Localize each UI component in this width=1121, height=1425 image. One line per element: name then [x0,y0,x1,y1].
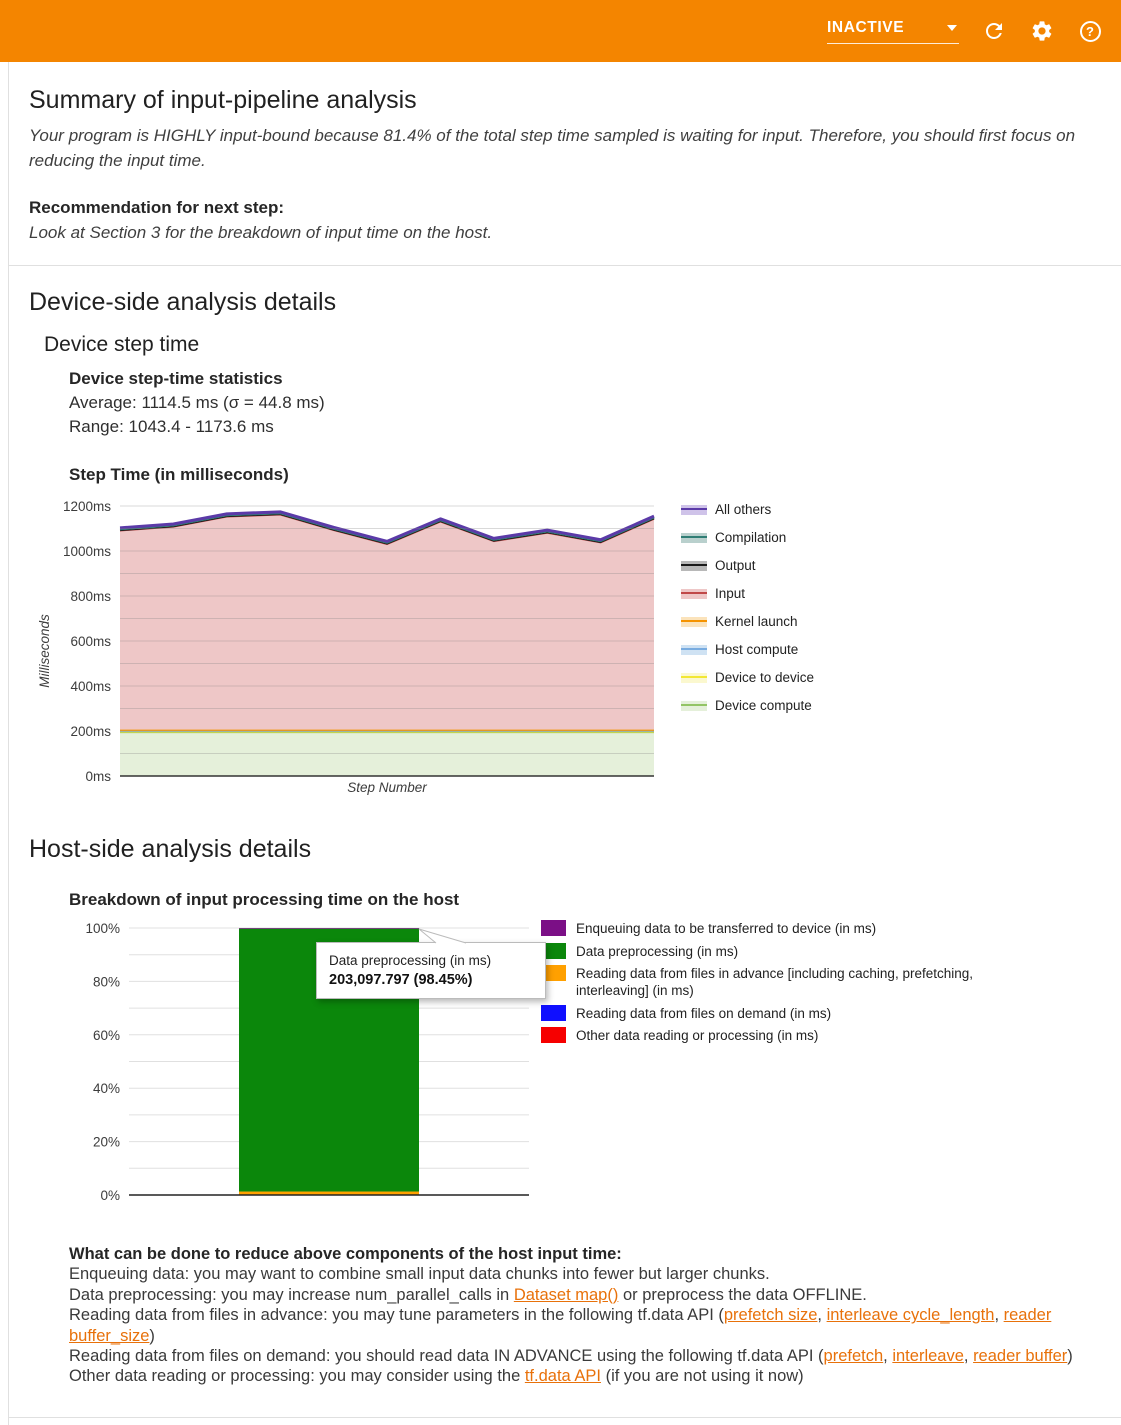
device-section [9,266,1121,813]
legend-item [681,641,814,658]
tooltip-callout [375,918,485,958]
svg-text:1000ms: 1000ms [63,544,111,559]
step-time-legend [681,501,814,725]
advice-link[interactable]: interleave [892,1347,964,1365]
legend-label: All others [715,501,771,518]
host-chart-legend [541,920,1041,1050]
svg-text:Step Number: Step Number [347,780,427,795]
advice-text: Other data reading or processing: you may consider using the [69,1367,525,1385]
advice-text: or preprocess the data OFFLINE. [618,1286,867,1304]
advice-lines [69,1264,1097,1386]
legend-label: Device compute [715,697,812,714]
legend-label: Compilation [715,529,786,546]
legend-item [681,501,814,518]
advice-text: Enqueuing data: you may want to combine small input data chunks into fewer but larger chunks. [69,1265,770,1283]
svg-text:600ms: 600ms [70,634,111,649]
legend-swatch [681,589,707,599]
advice-line [69,1346,1097,1366]
legend-item [681,669,814,686]
stats-average: Average: 1114.5 ms (σ = 44.8 ms) [69,391,1097,415]
legend-swatch [541,920,566,936]
advice-text: Reading data from files on demand: you should read data IN ADVANCE using the following tf.data API ( [69,1347,824,1365]
legend-swatch [681,617,707,627]
refresh-icon [982,19,1006,43]
legend-item [541,965,1041,999]
advice-text: (if you are not using it now) [601,1367,804,1385]
advice-text: , [964,1347,973,1365]
svg-text:400ms: 400ms [70,679,111,694]
content-card [8,62,1121,1425]
svg-text:0%: 0% [100,1188,120,1203]
advice-text: Reading data from files in advance: you may tune parameters in the following tf.data API ( [69,1306,724,1324]
svg-text:40%: 40% [93,1081,120,1096]
area-input [120,515,654,730]
advice-text: ) [149,1327,155,1345]
advice-link[interactable]: reader buffer [973,1347,1067,1365]
advice-link[interactable]: Dataset map() [514,1286,619,1304]
legend-swatch [681,561,707,571]
help-button[interactable] [1077,18,1103,44]
step-time-chart-area [29,493,1097,797]
svg-text:80%: 80% [93,974,120,989]
advice-heading: What can be done to reduce above components of the host input time: [69,1244,1097,1264]
advice-link[interactable]: tf.data API [525,1367,601,1385]
advice-line [69,1264,1097,1284]
legend-item [541,1027,1041,1044]
svg-text:200ms: 200ms [70,724,111,739]
legend-item [681,697,814,714]
advice-text: Data preprocessing: you may increase num_parallel_calls in [69,1286,514,1304]
header-bar [0,0,1121,62]
stats-range: Range: 1043.4 - 1173.6 ms [69,415,1097,439]
stats-heading: Device step-time statistics [69,367,1097,391]
tooltip-label: Data preprocessing (in ms) [329,951,533,970]
advice-link[interactable]: interleave cycle_length [827,1306,995,1324]
device-section-title: Device-side analysis details [29,288,1097,317]
legend-swatch [681,533,707,543]
tooltip-value: 203,097.797 (98.45%) [329,970,533,990]
gear-icon [1030,19,1054,43]
svg-text:0ms: 0ms [85,769,111,784]
advice-text: , [883,1347,892,1365]
advice-text: ) [1067,1347,1073,1365]
advice-link[interactable]: prefetch [824,1347,884,1365]
legend-label: Input [715,585,745,602]
recommendation-heading: Recommendation for next step: [29,195,1097,220]
svg-text:60%: 60% [93,1028,120,1043]
summary-body: Your program is HIGHLY input-bound because 81.4% of the total step time sampled is waiting for input. Therefore, you should first focus on reducing the input time. [29,123,1079,173]
svg-text:100%: 100% [85,921,120,936]
legend-label: Enqueuing data to be transferred to device (in ms) [576,920,876,937]
host-chart-title: Breakdown of input processing time on the host [69,890,1097,910]
svg-text:800ms: 800ms [70,589,111,604]
svg-text:Milliseconds: Milliseconds [37,614,52,688]
summary-section [9,64,1121,266]
device-step-stats [69,367,1097,439]
dropdown-caret-icon [947,25,957,31]
legend-swatch [541,1005,566,1021]
legend-swatch [681,645,707,655]
legend-item [541,920,1041,937]
advice-text: , [817,1306,826,1324]
legend-label: Output [715,557,756,574]
status-label: INACTIVE [827,19,904,37]
status-dropdown[interactable] [827,19,959,44]
legend-label: Reading data from files on demand (in ms) [576,1005,831,1022]
advice-line [69,1285,1097,1305]
legend-item [541,943,1041,960]
legend-swatch [681,673,707,683]
step-time-chart [29,493,669,797]
host-section [9,813,1121,1403]
area-device-compute [120,732,654,776]
legend-swatch [681,701,707,711]
advice-link[interactable]: reader buffer_size [69,1306,1051,1344]
advice-line [69,1366,1097,1386]
settings-button[interactable] [1029,18,1055,44]
legend-swatch [541,1027,566,1043]
svg-text:20%: 20% [93,1135,120,1150]
legend-swatch [681,505,707,515]
legend-label: Kernel launch [715,613,798,630]
legend-label: Device to device [715,669,814,686]
advice-line [69,1305,1097,1346]
advice-text: , [994,1306,1003,1324]
legend-item [681,585,814,602]
recommendation-body: Look at Section 3 for the breakdown of input time on the host. [29,220,1079,245]
legend-label: Reading data from files in advance [including caching, prefetching, interleaving] (in ms) [576,965,1041,999]
device-step-time-heading: Device step time [44,333,1097,357]
advice-block [69,1244,1097,1387]
step-time-chart-title: Step Time (in milliseconds) [69,465,1097,485]
legend-item [681,529,814,546]
summary-title: Summary of input-pipeline analysis [29,86,1097,115]
refresh-button[interactable] [981,18,1007,44]
advice-link[interactable]: prefetch size [724,1306,818,1324]
legend-label: Other data reading or processing (in ms) [576,1027,818,1044]
legend-item [541,1005,1041,1022]
legend-item [681,613,814,630]
svg-text:1200ms: 1200ms [63,499,111,514]
host-chart-area [45,918,1097,1230]
legend-label: Data preprocessing (in ms) [576,943,738,960]
section-divider [9,1417,1121,1425]
help-icon: ? [1080,21,1101,42]
legend-label: Host compute [715,641,798,658]
host-section-title: Host-side analysis details [29,835,1097,864]
legend-item [681,557,814,574]
